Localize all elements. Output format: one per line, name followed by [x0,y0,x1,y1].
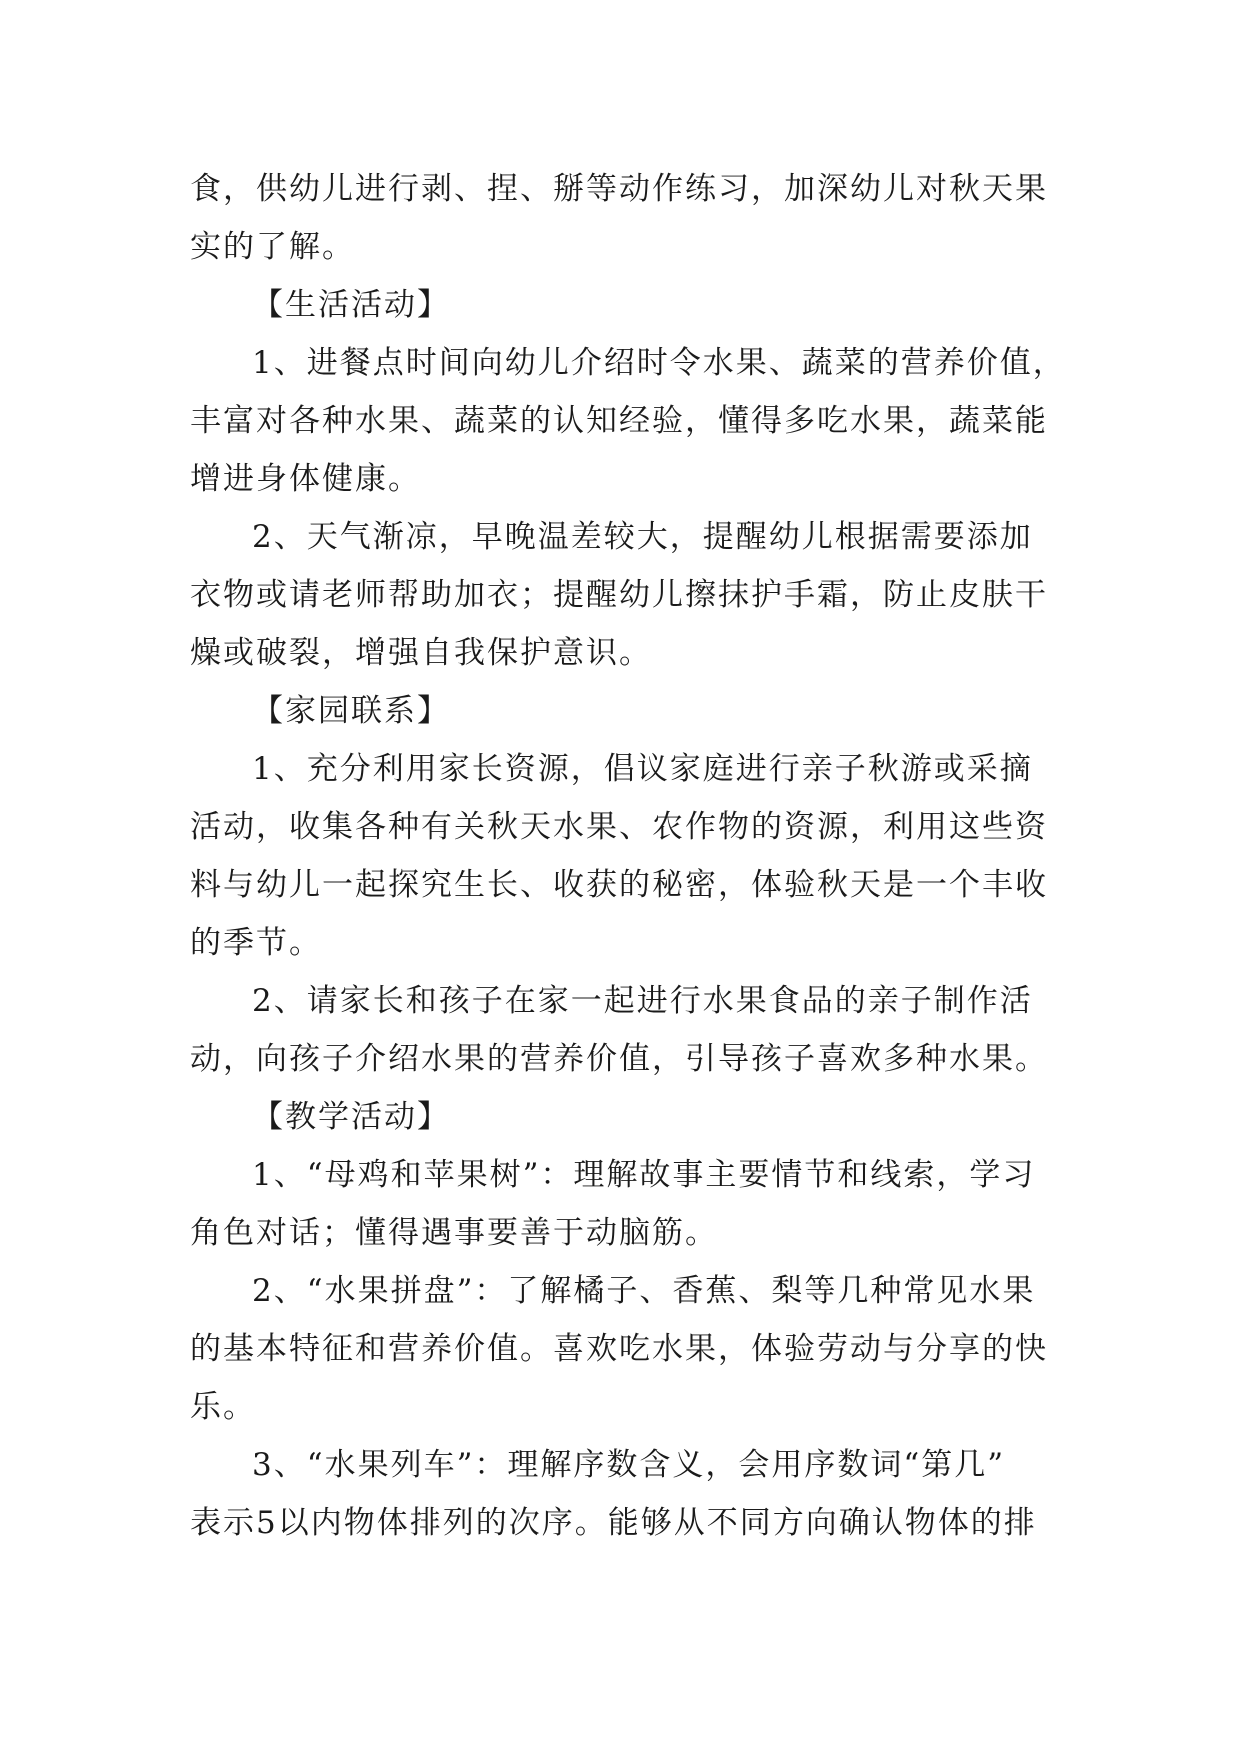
text-line: 丰富对各种水果、蔬菜的认知经验，懂得多吃水果，蔬菜能 [190,403,1048,439]
document-body [190,160,1070,1552]
text-line: 【家园联系】 [252,693,450,729]
paragraph [190,160,1070,276]
list-item-paragraph [190,1146,1070,1262]
text-line: 动，向孩子介绍水果的营养价值，引导孩子喜欢多种水果。 [190,1041,1048,1077]
text-line: 【教学活动】 [252,1099,450,1135]
text-line: 1、充分利用家长资源，倡议家庭进行亲子秋游或采摘 [252,751,1033,787]
text-line: 增进身体健康。 [190,461,421,497]
text-line: 衣物或请老师帮助加衣；提醒幼儿擦抹护手霜，防止皮肤干 [190,577,1048,613]
text-line: 【生活活动】 [252,287,450,323]
text-line: 的季节。 [190,925,322,961]
text-line: 表示5以内物体排列的次序。能够从不同方向确认物体的排 [190,1505,1037,1541]
text-line: 2、请家长和孩子在家一起进行水果食品的亲子制作活 [252,983,1033,1019]
text-line: 料与幼儿一起探究生长、收获的秘密，体验秋天是一个丰收 [190,867,1048,903]
text-line: 实的了解。 [190,229,355,265]
section-heading [190,682,1070,740]
text-line: 乐。 [190,1389,256,1425]
list-item-paragraph [190,1262,1070,1436]
text-line: 1、进餐点时间向幼儿介绍时令水果、蔬菜的营养价值， [252,345,1066,381]
list-item-paragraph [190,1436,1070,1552]
text-line: 的基本特征和营养价值。喜欢吃水果，体验劳动与分享的快 [190,1331,1048,1367]
text-line: 2、“水果拼盘”：了解橘子、香蕉、梨等几种常见水果 [252,1273,1036,1309]
text-line: 食，供幼儿进行剥、捏、掰等动作练习，加深幼儿对秋天果 [190,171,1048,207]
text-line: 角色对话；懂得遇事要善于动脑筋。 [190,1215,718,1251]
text-line: 1、“母鸡和苹果树”：理解故事主要情节和线索，学习 [252,1157,1036,1193]
text-line: 3、“水果列车”：理解序数含义，会用序数词“第几” [252,1447,1006,1483]
section-heading [190,1088,1070,1146]
text-line: 燥或破裂，增强自我保护意识。 [190,635,652,671]
list-item-paragraph [190,334,1070,508]
text-line: 活动，收集各种有关秋天水果、农作物的资源，利用这些资 [190,809,1048,845]
list-item-paragraph [190,972,1070,1088]
list-item-paragraph [190,740,1070,972]
section-heading [190,276,1070,334]
list-item-paragraph [190,508,1070,682]
text-line: 2、天气渐凉，早晚温差较大，提醒幼儿根据需要添加 [252,519,1033,555]
